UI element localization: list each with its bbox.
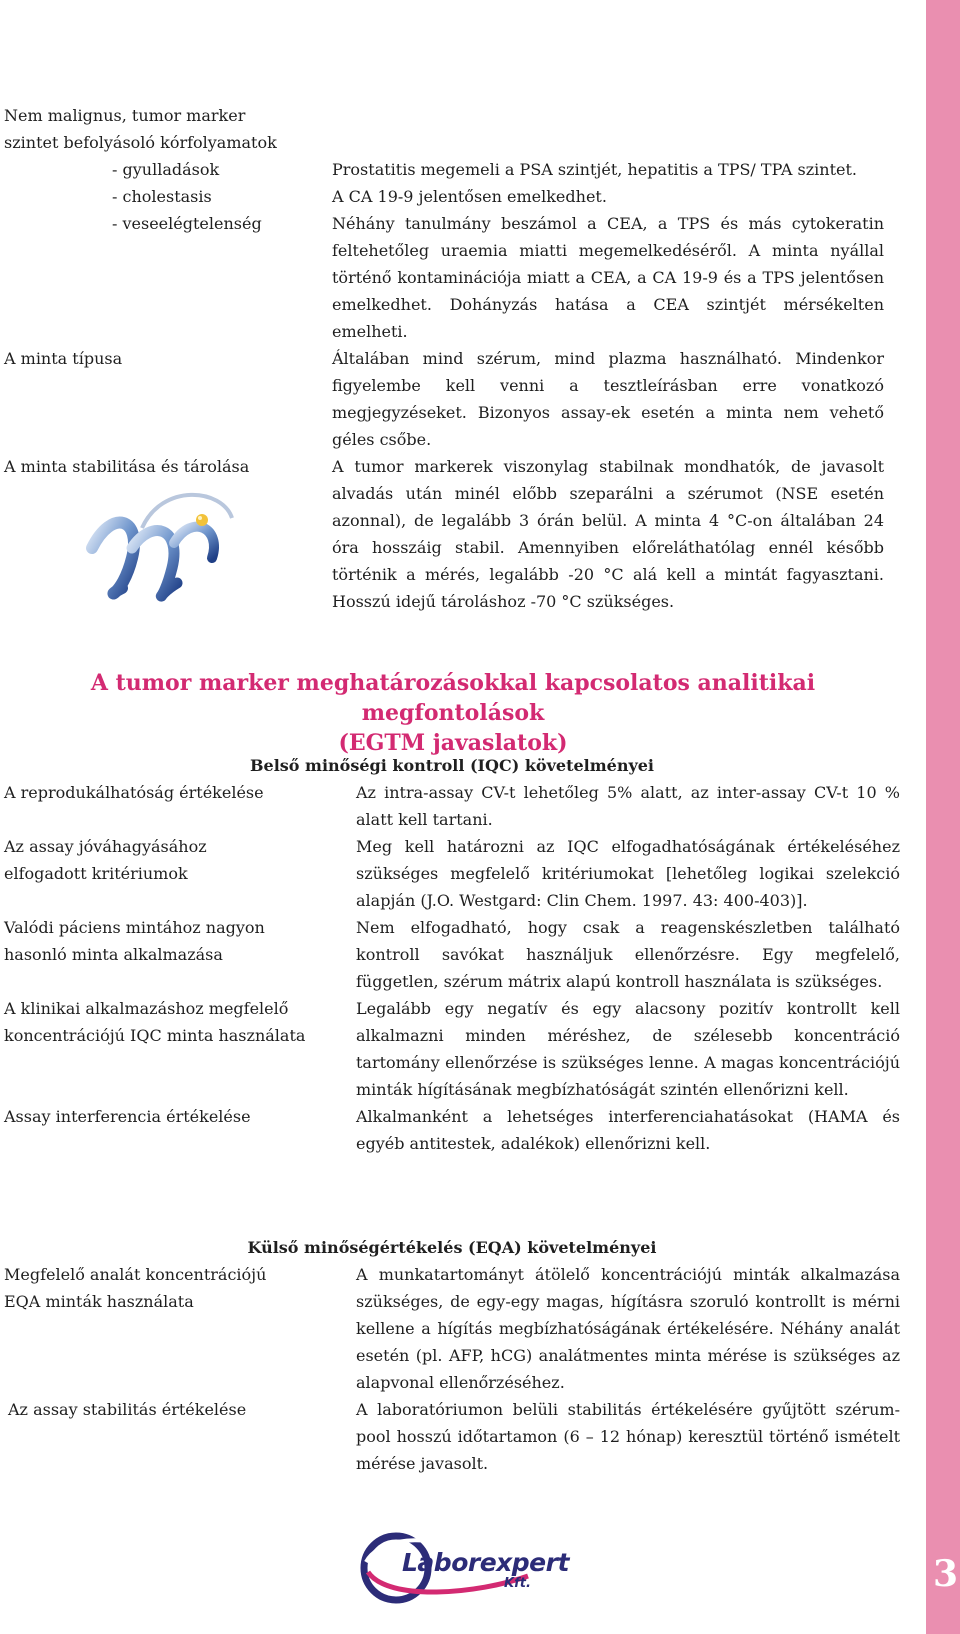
iqc-row-reproducibility [4,779,900,833]
row-label-line: Assay interferencia értékelése [4,1107,251,1126]
row-label: A minta stabilitása és tárolása [4,457,250,476]
row-text: Alkalmanként a lehetséges interferenciahatásokat (HAMA és egyéb antitestek, adalékok) ellenőrizni kell. [356,1107,900,1153]
row-label-line: EQA minták használata [4,1292,194,1311]
eqa-section [4,1234,900,1477]
row-sample-type [4,345,884,453]
protein-ribbon-illustration [82,488,242,614]
iqc-section [4,752,900,1157]
row-label-line: Az assay stabilitás értékelése [8,1400,247,1419]
eqa-row-concentration [4,1261,900,1396]
iqc-row-concentration [4,995,900,1103]
row-label-line: koncentrációjú IQC minta használata [4,1026,306,1045]
row-renal-failure [4,210,884,345]
row-label-line: hasonló minta alkalmazása [4,945,223,964]
heading-line-2: szintet befolyásoló kórfolyamatok [4,133,277,152]
laborexpert-logo [358,1532,569,1604]
section-title-line-1: A tumor marker meghatározásokkal kapcsolatos analitikai megfontolások [90,670,816,726]
row-text: A laboratóriumon belüli stabilitás értékelésére gyűjtött szérum-pool hosszú időtartamon (6 – 12 hónap) keresztül történő ismételt mérése javasolt. [356,1400,900,1473]
row-text: Legalább egy negatív és egy alacsony pozitív kontrollt kell alkalmazni minden méréshez, de szélesebb koncentráció tartomány ellenőrzése is szükséges lenne. A magas koncentrációjú minták hígításának megbízhatóságát szintén ellenőrizni kell. [356,999,900,1099]
heading-line-1: Nem malignus, tumor marker [4,106,246,125]
row-text: Nem elfogadható, hogy csak a reagenskészletben található kontroll savókat használjuk ellenőrzésre. Egy megfelelő, független, szérum mátrix alapú kontroll használata is szükséges. [356,918,900,991]
row-label [4,1261,356,1396]
section-title-line-2: (EGTM javaslatok) [338,730,568,756]
row-label: - cholestasis [112,187,212,206]
row-text: A CA 19-9 jelentősen emelkedhet. [332,187,607,206]
iqc-row-acceptance-criteria [4,833,900,914]
iqc-row-interference [4,1103,900,1157]
row-label [4,914,356,995]
row-label-line: elfogadott kritériumok [4,864,188,883]
row-label [4,1396,356,1477]
row-label [4,1103,356,1157]
row-label-line: Az assay jóváhagyásához [4,837,207,856]
iqc-row-patient-like-sample [4,914,900,995]
eqa-title: Külső minőségértékelés (EQA) követelményei [247,1238,657,1257]
section-title [0,668,906,758]
eqa-row-stability [4,1396,900,1477]
row-label: - veseelégtelenség [112,214,262,233]
row-label-line: A reprodukálhatóság értékelése [4,783,264,802]
row-text: Prostatitis megemeli a PSA szintjét, hepatitis a TPS/ TPA szintet. [332,160,857,179]
row-text: A tumor markerek viszonylag stabilnak mondhatók, de javasolt alvadás után minél előbb szeparálni a szérumot (NSE esetén azonnal), de legalább 3 órán belül. A minta 4 °C-on általában 24 óra hosszáig stabil. Amennyiben előreláthatólag ennél később történik a mérés, legalább -20 °C alá kell a mintát fagyasztani. Hosszú idejű tároláshoz -70 °C szükséges. [332,457,884,611]
row-text: Néhány tanulmány beszámol a CEA, a TPS és más cytokeratin feltehetőleg uraemia miatti megemelkedéséről. A minta nyállal történő kontaminációja miatt a CEA, a CA 19-9 és a TPS jelentősen emelkedhet. Dohányzás hatása a CEA szintjét mérsékelten emelheti. [332,214,884,341]
row-text: Meg kell határozni az IQC elfogadhatóságának értékeléséhez szükséges megfelelő kritériumokat [lehetőleg logikai szelekció alapján (J.O. Westgard: Clin Chem. 1997. 43: 400-403)]. [356,837,900,910]
logo-sub-text: Kft. [504,1576,531,1591]
row-label-line: Valódi páciens mintához nagyon [4,918,265,937]
logo-text: Laborexpert [402,1548,569,1577]
row-text: Általában mind szérum, mind plazma használható. Mindenkor figyelembe kell venni a tesztleírásban erre vonatkozó megjegyzéseket. Bizonyos assay-ek esetén a minta nem vehető géles csőbe. [332,349,884,449]
page-number: 3 [932,1553,958,1595]
row-label [4,833,356,914]
row-label-line: Megfelelő analát koncentrációjú [4,1265,267,1284]
row-cholestasis [4,183,884,210]
row-label: - gyulladások [112,160,220,179]
row-label: A minta típusa [4,349,123,368]
row-inflammation [4,156,884,183]
row-text: A munkatartományt átölelő koncentrációjú minták alkalmazása szükséges, de egy-egy magas, hígításra szoruló kontrollt is mérni kellene a hígítás megbízhatóságának értékelésére. Néhány analát esetén (pl. AFP, hCG) analátmentes minta mérése is szükséges az alapvonal ellenőrzéséhez. [356,1265,900,1392]
row-label-line: A klinikai alkalmazáshoz megfelelő [4,999,289,1018]
row-label [4,779,356,833]
pink-side-bar [926,0,960,1634]
row-text: Az intra-assay CV-t lehetőleg 5% alatt, az inter-assay CV-t 10 % alatt kell tartani. [356,783,900,829]
iqc-title: Belső minőségi kontroll (IQC) követelményei [249,756,655,775]
row-label [4,995,356,1103]
